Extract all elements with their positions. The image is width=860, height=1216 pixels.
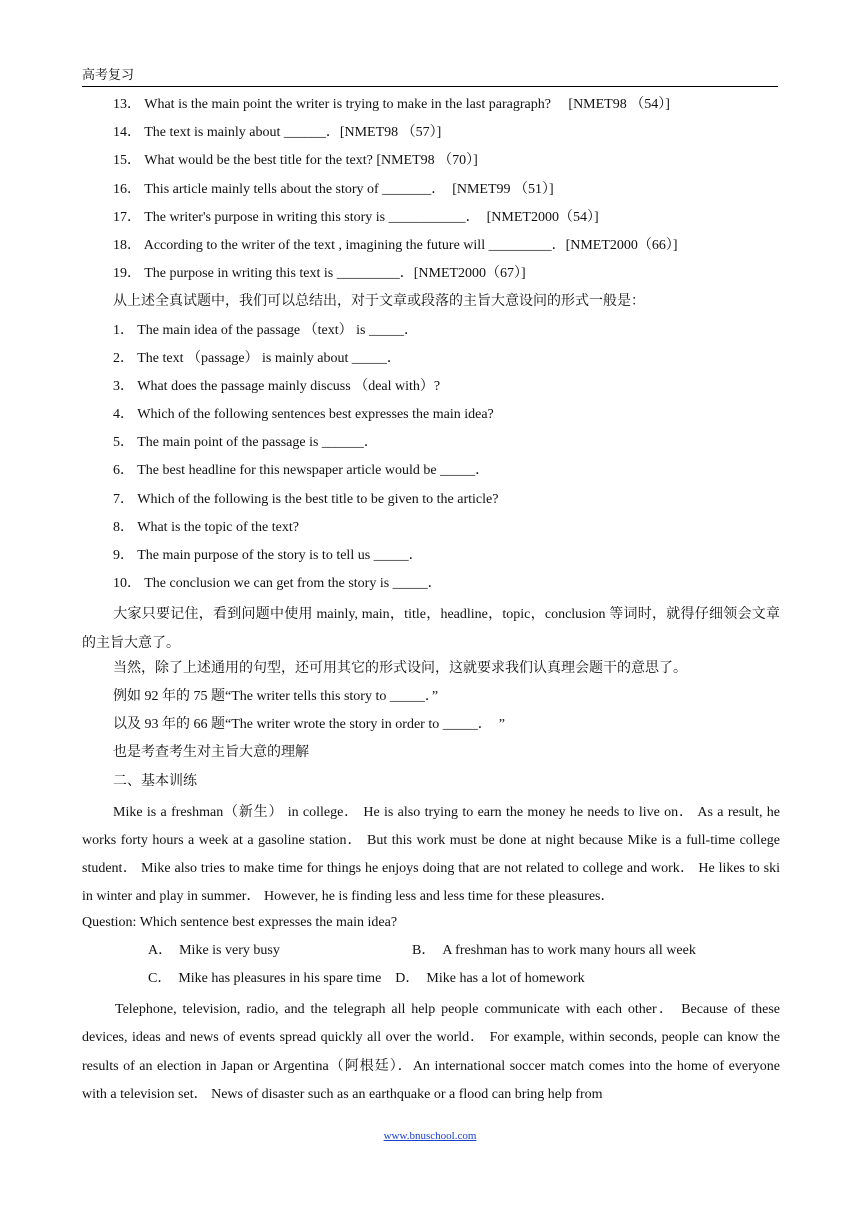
example-line-1: 例如 92 年的 75 题“The writer tells this story to _____．”: [113, 688, 439, 704]
form-item-3: 3． What does the passage mainly discuss （deal with）?: [113, 378, 441, 394]
page-header: 高考复习: [82, 64, 778, 87]
choice-b: B． A freshman has to work many hours all week: [412, 942, 696, 958]
summary-intro: 从上述全真试题中，我们可以总结出，对于文章或段落的主旨大意设问的形式一般是：: [113, 294, 645, 310]
nmet-question-14: 14． The text is mainly about ______．[NMET98 （57）]: [113, 125, 442, 141]
choice-c: C． Mike has pleasures in his spare time: [148, 970, 382, 986]
passage-1: [82, 799, 780, 912]
form-item-5: 5． The main point of the passage is ______．: [113, 435, 378, 451]
example-line-2: 以及 93 年的 66 题“The writer wrote the story in order to _____． ”: [113, 717, 505, 733]
passage-1-text: Mike is a freshman（新生） in college． He is also trying to earn the money he needs to live on． As a result, he works forty hours a week at a gasoline station． But this work must be done at night because Mike is a full-time college student． Mike also tries to make time for things he enjoys doing that are not related to college and work． He likes to ski in winter and play in summer． However, he is finding less and less time for these pleasures．: [82, 804, 780, 905]
footer-link[interactable]: www.bnuschool.com: [383, 1130, 477, 1142]
form-item-6: 6． The best headline for this newspaper article would be _____．: [113, 463, 490, 479]
besides-paragraph: 当然，除了上述通用的句型，还可用其它的形式设问，这就要求我们认真理会题干的意思了。: [113, 660, 687, 676]
passage-2-text: Telephone, television, radio, and the telegraph all help people communicate with each other． Because of these devices, ideas and news of events spread quickly all over the world． For example, within seconds, people can know the results of an election in Japan or Argentina（阿根廷）．An international soccer match comes into the home of everyone with a television set． News of disaster such as an earthquake or a flood can bring help from: [82, 1002, 780, 1102]
form-item-10: 10． The conclusion we can get from the story is _____．: [113, 576, 442, 592]
nmet-question-19: 19． The purpose in writing this text is _________．[NMET2000（67）]: [113, 266, 526, 282]
section-title: 二、基本训练: [113, 773, 197, 789]
choice-a: A． Mike is very busy: [148, 942, 280, 958]
nmet-question-15: 15． What would be the best title for the text? [NMET98 （70）]: [113, 153, 478, 169]
form-item-2: 2． The text （passage） is mainly about _____．: [113, 350, 401, 366]
form-item-9: 9． The main purpose of the story is to tell us _____．: [113, 548, 423, 563]
nmet-question-13: 13． What is the main point the writer is trying to make in the last paragraph? [NMET98 （54）]: [113, 97, 670, 112]
form-item-8: 8． What is the topic of the text?: [113, 519, 299, 535]
nmet-question-18: 18． According to the writer of the text , imagining the future will _________．[NMET2000（66）]: [113, 237, 678, 253]
choices-row-1: [82, 940, 780, 968]
remember-text: 大家只要记住，看到问题中使用 mainly, main，title，headline，topic，conclusion 等词时，就得仔细领会文章的主旨大意了。: [82, 607, 780, 651]
choice-d: D． Mike has a lot of homework: [395, 970, 585, 986]
form-item-7: 7． Which of the following is the best title to be given to the article?: [113, 491, 499, 507]
nmet-question-16: 16． This article mainly tells about the story of _______． [NMET99 （51）]: [113, 181, 554, 197]
main-content: [82, 94, 780, 1109]
nmet-question-17: 17． The writer's purpose in writing this story is ___________． [NMET2000（54）]: [113, 209, 599, 225]
question-line: Question: Which sentence best expresses the main idea?: [82, 914, 398, 930]
form-item-4: 4． Which of the following sentences best expresses the main idea?: [113, 407, 494, 423]
form-item-1: 1． The main idea of the passage （text） is _____．: [113, 322, 418, 338]
page-footer: [0, 1130, 860, 1142]
remember-paragraph: [82, 601, 780, 657]
choices-row-2: [82, 968, 780, 996]
passage-2: [82, 996, 780, 1109]
also-line: 也是考查考生对主旨大意的理解: [113, 745, 309, 761]
